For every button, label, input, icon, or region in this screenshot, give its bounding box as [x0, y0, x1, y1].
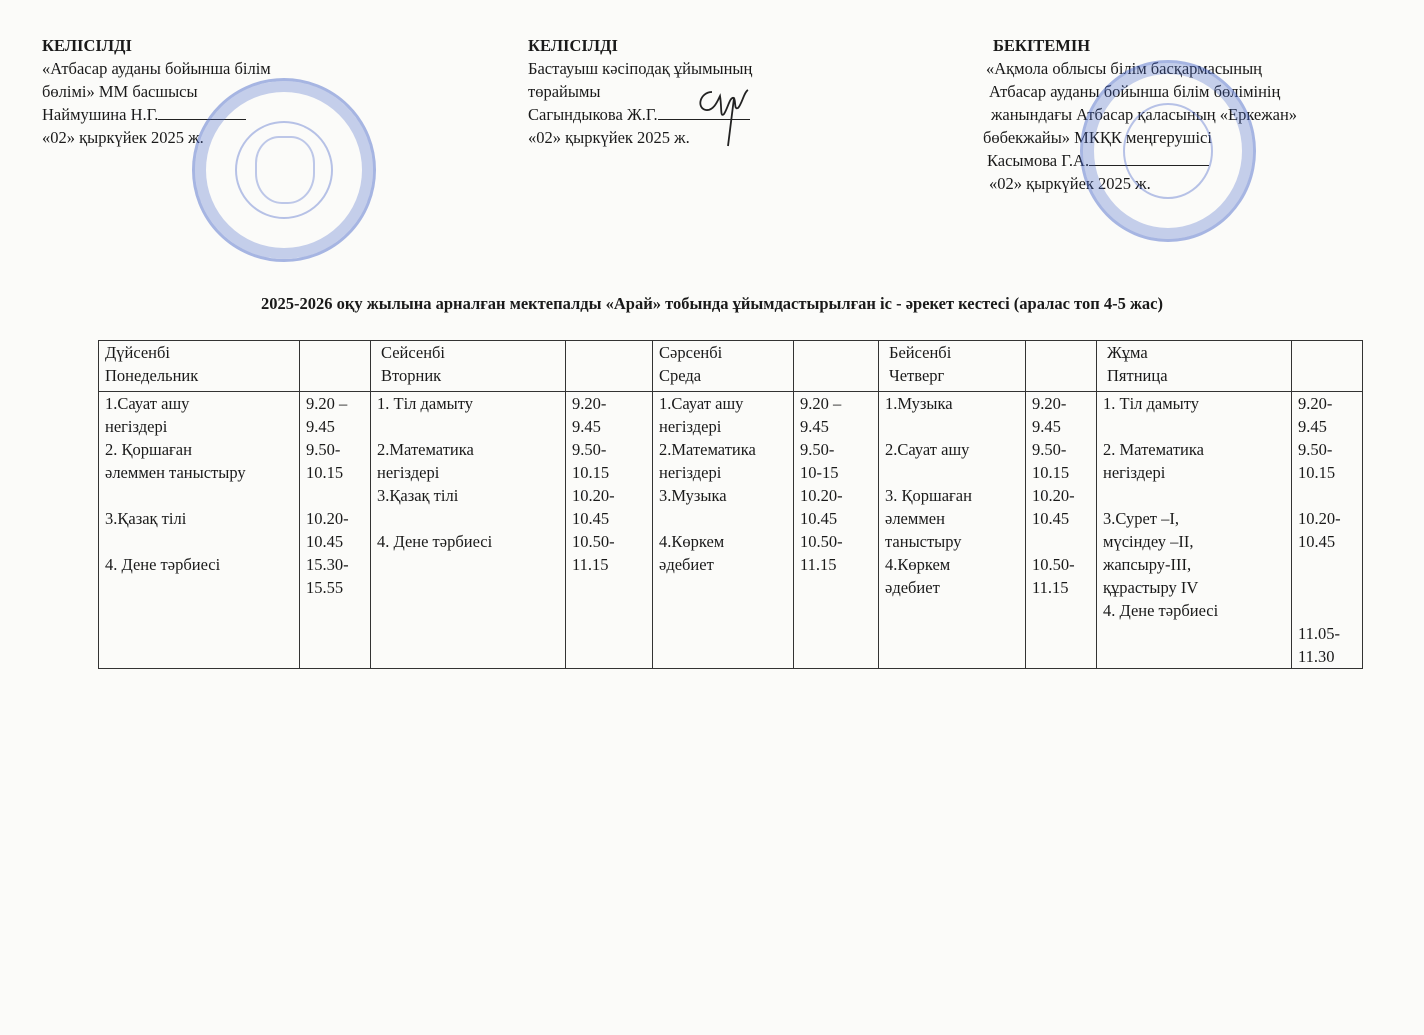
- cell-line: 9.20-: [572, 394, 607, 413]
- cell-line: жапсыру-ІІІ,: [1103, 555, 1192, 574]
- times-wednesday: [794, 392, 879, 669]
- cell-line: 2.Сауат ашу: [885, 440, 970, 459]
- cell-line: 1. Тіл дамыту: [1103, 394, 1200, 413]
- approval-heading: КЕЛІСІЛДІ: [42, 36, 132, 55]
- table-row: [99, 392, 1363, 669]
- cell-line: 9.50-: [306, 440, 341, 459]
- cell-line: [377, 415, 561, 438]
- cell-line: 3.Қазақ тілі: [105, 509, 187, 528]
- cell-line: 10.45: [572, 509, 610, 528]
- cell-line: 10.45: [1298, 532, 1336, 551]
- cell-line: 4. Дене тәрбиесі: [105, 555, 221, 574]
- approval-line: бөлімі» ММ басшысы: [42, 82, 198, 101]
- cell-line: 10.15: [306, 463, 344, 482]
- cell-line: таныстыру: [885, 532, 962, 551]
- activities-tuesday: [371, 392, 566, 669]
- activities-thursday: [879, 392, 1026, 669]
- approval-signer-name: Наймушина Н.Г.: [42, 105, 159, 124]
- cell-line: 11.05-: [1298, 624, 1341, 643]
- cell-line: [306, 484, 366, 507]
- time-header: [566, 341, 653, 392]
- cell-line: 4.Көркем: [885, 555, 951, 574]
- cell-line: 15.55: [306, 578, 344, 597]
- cell-line: 9.20 –: [800, 394, 842, 413]
- cell-line: 10.50-: [572, 532, 615, 551]
- cell-line: [1298, 553, 1358, 576]
- day-header-monday: Дүйсенбі Понедельник: [99, 341, 300, 392]
- cell-line: 15.30-: [306, 555, 349, 574]
- cell-line: [1298, 599, 1358, 622]
- approval-line: жанындағы Атбасар қаласының «Еркежан»: [991, 105, 1298, 124]
- approval-signer-name: Сагындыкова Ж.Г.: [528, 105, 658, 124]
- times-thursday: [1026, 392, 1097, 669]
- approval-block-trade-union: [528, 34, 848, 149]
- document-title: 2025-2026 оқу жылына арналған мектепалды «Арай» тобында ұйымдастырылған іс - әрекет кестесі (аралас топ 4-5 жас): [261, 294, 1163, 313]
- cell-line: әлеммен таныстыру: [105, 463, 246, 482]
- cell-line: [377, 507, 561, 530]
- approval-line: Атбасар ауданы бойынша білім бөлімінің: [989, 82, 1281, 101]
- cell-line: [1298, 484, 1358, 507]
- time-header: [1026, 341, 1097, 392]
- cell-line: 9.45: [800, 417, 829, 436]
- coat-of-arms-icon: [255, 136, 315, 204]
- approval-line: төрайымы: [528, 82, 601, 101]
- cell-line: 2. Математика: [1103, 440, 1204, 459]
- cell-line: 10.45: [1032, 509, 1070, 528]
- table-header-row: [99, 341, 1363, 392]
- cell-line: 2.Математика: [377, 440, 474, 459]
- cell-line: 10-15: [800, 463, 839, 482]
- cell-line: 10.15: [1032, 463, 1070, 482]
- cell-line: 10.20-: [306, 509, 349, 528]
- cell-line: 9.20-: [1298, 394, 1333, 413]
- cell-line: [1298, 576, 1358, 599]
- cell-line: 10.20-: [1032, 486, 1075, 505]
- cell-line: [1032, 530, 1092, 553]
- cell-line: 10.50-: [800, 532, 843, 551]
- cell-line: 10.45: [306, 532, 344, 551]
- cell-line: әдебиет: [885, 578, 940, 597]
- cell-line: 11.15: [800, 555, 837, 574]
- time-header: [300, 341, 371, 392]
- cell-line: 1. Тіл дамыту: [377, 394, 474, 413]
- cell-line: [105, 530, 295, 553]
- cell-line: 4.Көркем: [659, 532, 725, 551]
- cell-line: әдебиет: [659, 555, 714, 574]
- cell-line: 10.15: [1298, 463, 1336, 482]
- cell-line: 2.Математика: [659, 440, 756, 459]
- cell-line: негіздері: [105, 417, 168, 436]
- cell-line: 11.15: [572, 555, 609, 574]
- cell-line: 3.Сурет –І,: [1103, 509, 1179, 528]
- cell-line: 3.Қазақ тілі: [377, 486, 459, 505]
- approval-line: Бастауыш кәсіподақ ұйымының: [528, 59, 753, 78]
- approval-line: «Ақмола облысы білім басқармасының: [986, 59, 1262, 78]
- cell-line: 4. Дене тәрбиесі: [377, 532, 493, 551]
- cell-line: 9.45: [1298, 417, 1327, 436]
- day-header-tuesday: Сейсенбі Вторник: [371, 341, 566, 392]
- activities-wednesday: [653, 392, 794, 669]
- cell-line: 3.Музыка: [659, 486, 727, 505]
- approval-date: «02» қыркүйек 2025 ж.: [528, 128, 690, 147]
- activities-friday: [1097, 392, 1292, 669]
- schedule-table: [98, 340, 1363, 669]
- cell-line: 1.Сауат ашу: [659, 394, 744, 413]
- time-header: [1292, 341, 1363, 392]
- cell-line: 11.15: [1032, 578, 1069, 597]
- cell-line: 10.50-: [1032, 555, 1075, 574]
- cell-line: 4. Дене тәрбиесі: [1103, 601, 1219, 620]
- day-header-wednesday: Сәрсенбі Среда: [653, 341, 794, 392]
- cell-line: 10.20-: [1298, 509, 1341, 528]
- cell-line: 9.45: [306, 417, 335, 436]
- official-stamp-icon: [1080, 60, 1256, 242]
- cell-line: [1103, 415, 1287, 438]
- cell-line: 10.45: [800, 509, 838, 528]
- approval-line: «Атбасар ауданы бойынша білім: [42, 59, 271, 78]
- cell-line: 9.20-: [1032, 394, 1067, 413]
- cell-line: 2. Қоршаған: [105, 440, 192, 459]
- cell-line: 9.20 –: [306, 394, 348, 413]
- approval-date: «02» қыркүйек 2025 ж.: [989, 174, 1151, 193]
- cell-line: 10.20-: [800, 486, 843, 505]
- approval-line: [528, 103, 848, 126]
- times-tuesday: [566, 392, 653, 669]
- approval-date: «02» қыркүйек 2025 ж.: [42, 128, 204, 147]
- cell-line: құрастыру IV: [1103, 578, 1199, 597]
- approval-signer-name: Касымова Г.А.: [987, 151, 1090, 170]
- cell-line: 9.45: [1032, 417, 1061, 436]
- cell-line: 1.Сауат ашу: [105, 394, 190, 413]
- approval-heading: БЕКІТЕМІН: [993, 36, 1091, 55]
- cell-line: 11.30: [1298, 647, 1335, 666]
- cell-line: негіздері: [659, 417, 722, 436]
- times-friday: [1292, 392, 1363, 669]
- cell-line: 3. Қоршаған: [885, 486, 972, 505]
- cell-line: 9.50-: [800, 440, 835, 459]
- cell-line: әлеммен: [885, 509, 945, 528]
- cell-line: негіздері: [659, 463, 722, 482]
- cell-line: [885, 461, 1021, 484]
- day-header-thursday: Бейсенбі Четверг: [879, 341, 1026, 392]
- approval-heading: КЕЛІСІЛДІ: [528, 36, 618, 55]
- cell-line: негіздері: [1103, 463, 1166, 482]
- cell-line: [659, 507, 789, 530]
- day-header-friday: Жұма Пятница: [1097, 341, 1292, 392]
- stamp-inner-ring: [1123, 103, 1213, 199]
- time-header: [794, 341, 879, 392]
- cell-line: 9.50-: [1032, 440, 1067, 459]
- cell-line: 1.Музыка: [885, 394, 953, 413]
- official-stamp-icon: [192, 78, 376, 262]
- cell-line: мүсіндеу –ІІ,: [1103, 532, 1194, 551]
- cell-line: [885, 415, 1021, 438]
- cell-line: [105, 484, 295, 507]
- cell-line: 9.50-: [1298, 440, 1333, 459]
- cell-line: 9.45: [572, 417, 601, 436]
- cell-line: 10.15: [572, 463, 610, 482]
- cell-line: негіздері: [377, 463, 440, 482]
- activities-monday: [99, 392, 300, 669]
- times-monday: [300, 392, 371, 669]
- cell-line: 9.50-: [572, 440, 607, 459]
- cell-line: 10.20-: [572, 486, 615, 505]
- cell-line: [1103, 484, 1287, 507]
- handwritten-signature-icon: [690, 78, 760, 148]
- approval-line: бөбекжайы» МКҚК меңгерушісі: [983, 128, 1212, 147]
